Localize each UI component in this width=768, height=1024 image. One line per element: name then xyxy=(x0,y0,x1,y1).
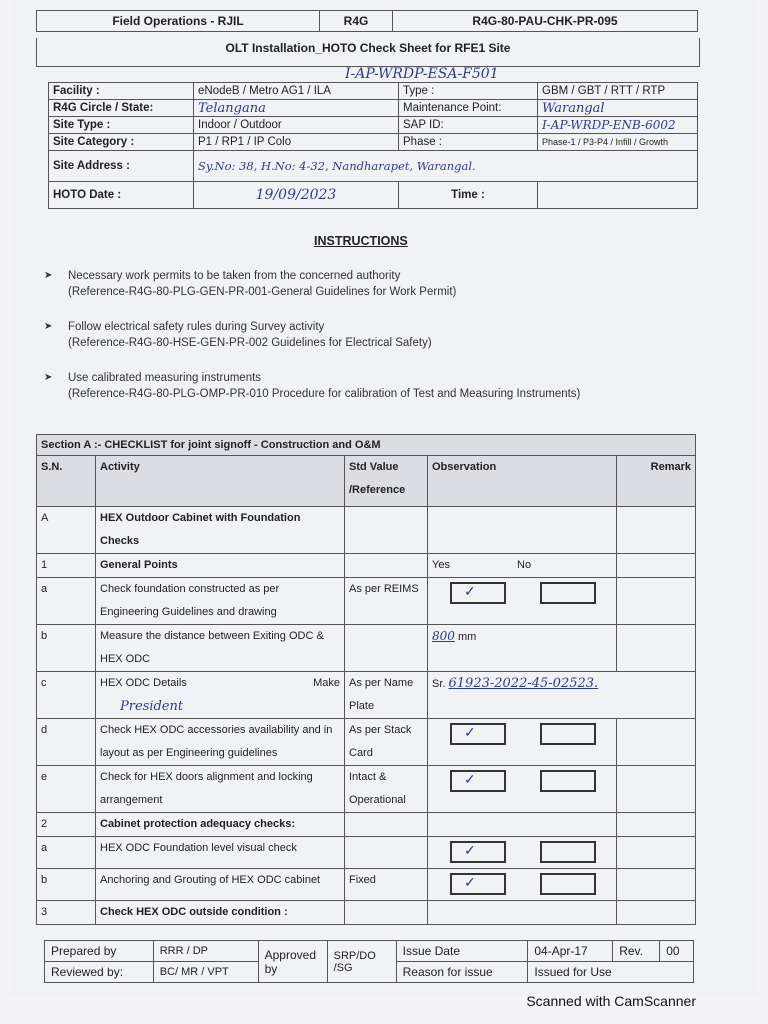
instruction-line2: (Reference-R4G-80-HSE-GEN-PR-002 Guidelines for Electrical Safety) xyxy=(68,337,432,349)
yes-checkbox[interactable] xyxy=(450,841,506,863)
yes-checkbox[interactable] xyxy=(450,770,506,792)
row-sn: 3 xyxy=(37,901,96,925)
instruction-line1: Use calibrated measuring instruments xyxy=(68,372,262,384)
time-value xyxy=(538,182,698,209)
yes-label: Yes xyxy=(432,559,450,571)
arrow-bullet-icon: ➤ xyxy=(44,372,53,383)
hoto-date-value: 19/09/2023 xyxy=(194,182,399,209)
no-checkbox[interactable] xyxy=(540,723,596,745)
row-std: As per Stack Card xyxy=(345,719,428,766)
facility-label: Facility : xyxy=(49,83,194,100)
row-sn: A xyxy=(37,507,96,554)
empty-cell xyxy=(617,554,696,578)
row-activity: Anchoring and Grouting of HEX ODC cabinet xyxy=(96,869,345,901)
distance-observation xyxy=(428,625,617,672)
row-activity: Check foundation constructed as per Engineering Guidelines and drawing xyxy=(96,578,345,625)
reason-label: Reason for issue xyxy=(396,962,528,983)
empty-cell xyxy=(617,813,696,837)
distance-value: 800 xyxy=(432,629,455,643)
check-mark-icon: ✓ xyxy=(464,583,476,599)
empty-cell xyxy=(617,719,696,766)
site-info-table xyxy=(48,82,698,209)
row-sn: 1 xyxy=(37,554,96,578)
yes-checkbox[interactable] xyxy=(450,582,506,604)
handwritten-site-id: I-AP-WRDP-ESA-F501 xyxy=(345,66,499,82)
type-label: Type : xyxy=(399,83,538,100)
type-value: GBM / GBT / RTT / RTP xyxy=(538,83,698,100)
instruction-item xyxy=(44,370,654,402)
yes-no-boxes xyxy=(428,837,617,869)
yes-no-boxes xyxy=(428,578,617,625)
check-mark-icon: ✓ xyxy=(464,874,476,890)
org-name: Field Operations - RJIL xyxy=(37,11,320,32)
empty-cell xyxy=(617,837,696,869)
empty-cell xyxy=(617,578,696,625)
time-label: Time : xyxy=(399,182,538,209)
reason-value: Issued for Use xyxy=(528,962,694,983)
category-value: P1 / RP1 / IP Colo xyxy=(194,134,399,151)
empty-cell xyxy=(428,507,617,554)
yes-no-boxes xyxy=(428,766,617,813)
instruction-line2: (Reference-R4G-80-PLG-GEN-PR-001-General Guidelines for Work Permit) xyxy=(68,286,457,298)
yes-checkbox[interactable] xyxy=(450,873,506,895)
no-checkbox[interactable] xyxy=(540,582,596,604)
doc-number: R4G-80-PAU-CHK-PR-095 xyxy=(393,11,698,32)
row-std: As per Name Plate xyxy=(345,672,428,719)
category-label: Site Category : xyxy=(49,134,194,151)
address-value: Sy.No: 38, H.No: 4-32, Nandharapet, Warangal. xyxy=(194,151,698,182)
checklist-table xyxy=(36,434,696,925)
yes-no-header xyxy=(428,554,617,578)
row-std: Fixed xyxy=(345,869,428,901)
row-activity: Check HEX ODC accessories availability and in layout as per Engineering guidelines xyxy=(96,719,345,766)
empty-cell xyxy=(345,625,428,672)
header-table xyxy=(36,10,698,32)
instruction-line1: Follow electrical safety rules during Survey activity xyxy=(68,321,325,333)
instruction-line2: (Reference-R4G-80-PLG-OMP-PR-010 Procedure for calibration of Test and Measuring Instruments) xyxy=(68,388,581,400)
mp-value: Warangal xyxy=(538,100,698,117)
instruction-line1: Necessary work permits to be taken from the concerned authority xyxy=(68,270,401,282)
yes-checkbox[interactable] xyxy=(450,723,506,745)
distance-unit: mm xyxy=(457,631,477,643)
no-checkbox[interactable] xyxy=(540,873,596,895)
hoto-date-label: HOTO Date : xyxy=(49,182,194,209)
yes-no-boxes xyxy=(428,869,617,901)
row-activity: HEX ODC Foundation level visual check xyxy=(96,837,345,869)
approved-value: SRP/DO /SG xyxy=(327,941,396,983)
row-activity: Cabinet protection adequacy checks: xyxy=(96,813,345,837)
row-sn: b xyxy=(37,625,96,672)
empty-cell xyxy=(345,901,428,925)
col-sn: S.N. xyxy=(37,456,96,507)
scanner-watermark: Scanned with CamScanner xyxy=(526,993,696,1009)
sap-label: SAP ID: xyxy=(399,117,538,134)
row-sn: a xyxy=(37,837,96,869)
no-checkbox[interactable] xyxy=(540,770,596,792)
phase-value: Phase-1 / P3-P4 / Infill / Growth xyxy=(538,134,698,151)
row-activity: HEX Outdoor Cabinet with Foundation Checks xyxy=(96,507,345,554)
col-activity: Activity xyxy=(96,456,345,507)
empty-cell xyxy=(345,554,428,578)
arrow-bullet-icon: ➤ xyxy=(44,321,53,332)
empty-cell xyxy=(345,507,428,554)
make-value: President xyxy=(120,699,184,714)
row-activity: Check HEX ODC outside condition : xyxy=(96,901,345,925)
row-sn: d xyxy=(37,719,96,766)
row-std: Intact & Operational xyxy=(345,766,428,813)
empty-cell xyxy=(428,901,617,925)
row-activity: General Points xyxy=(96,554,345,578)
site-type-value: Indoor / Outdoor xyxy=(194,117,399,134)
empty-cell xyxy=(345,837,428,869)
mp-label: Maintenance Point: xyxy=(399,100,538,117)
empty-cell xyxy=(428,813,617,837)
row-activity: Check for HEX doors alignment and locking arrangement xyxy=(96,766,345,813)
footer-table xyxy=(44,940,694,983)
check-mark-icon: ✓ xyxy=(464,724,476,740)
empty-cell xyxy=(617,869,696,901)
check-mark-icon: ✓ xyxy=(464,842,476,858)
phase-label: Phase : xyxy=(399,134,538,151)
serial-observation xyxy=(428,672,696,719)
row-sn: c xyxy=(37,672,96,719)
col-std: Std Value /Reference xyxy=(345,456,428,507)
row-activity: Measure the distance between Exiting ODC & HEX ODC xyxy=(96,625,345,672)
empty-cell xyxy=(617,901,696,925)
circle-label: R4G Circle / State: xyxy=(49,100,194,117)
empty-cell xyxy=(617,507,696,554)
arrow-bullet-icon: ➤ xyxy=(44,270,53,281)
prepared-value: RRR / DP xyxy=(153,941,258,962)
rev-label: Rev. xyxy=(613,941,660,962)
col-remark: Remark xyxy=(617,456,696,507)
check-mark-icon: ✓ xyxy=(464,771,476,787)
row-sn: e xyxy=(37,766,96,813)
instructions-title: INSTRUCTIONS xyxy=(314,234,408,248)
col-observation: Observation xyxy=(428,456,617,507)
facility-value: eNodeB / Metro AG1 / ILA xyxy=(194,83,399,100)
yes-no-boxes xyxy=(428,719,617,766)
serial-value: 61923-2022-45-02523. xyxy=(448,676,599,691)
row-sn: 2 xyxy=(37,813,96,837)
rev-value: 00 xyxy=(660,941,694,962)
empty-cell xyxy=(345,813,428,837)
empty-cell xyxy=(617,625,696,672)
serial-prefix: Sr. xyxy=(432,678,446,690)
header-code: R4G xyxy=(320,11,393,32)
prepared-label: Prepared by xyxy=(45,941,154,962)
issue-date-value: 04-Apr-17 xyxy=(528,941,613,962)
circle-value: Telangana xyxy=(194,100,399,117)
address-label: Site Address : xyxy=(49,151,194,182)
row-std: As per REIMS xyxy=(345,578,428,625)
sap-value: I-AP-WRDP-ENB-6002 xyxy=(538,117,698,134)
make-label: Make xyxy=(313,677,340,689)
no-checkbox[interactable] xyxy=(540,841,596,863)
reviewed-value: BC/ MR / VPT xyxy=(153,962,258,983)
hex-odc-details-label: HEX ODC Details xyxy=(100,677,187,689)
row-activity xyxy=(96,672,345,719)
site-type-label: Site Type : xyxy=(49,117,194,134)
instruction-item xyxy=(44,319,654,351)
section-title: Section A :- CHECKLIST for joint signoff - Construction and O&M xyxy=(37,435,696,456)
empty-cell xyxy=(617,766,696,813)
reviewed-label: Reviewed by: xyxy=(45,962,154,983)
approved-label: Approved by xyxy=(258,941,327,983)
issue-date-label: Issue Date xyxy=(396,941,528,962)
doc-title: OLT Installation_HOTO Check Sheet for RFE1 Site xyxy=(36,38,700,67)
row-sn: b xyxy=(37,869,96,901)
no-label: No xyxy=(517,559,532,571)
instruction-item xyxy=(44,268,654,300)
row-sn: a xyxy=(37,578,96,625)
